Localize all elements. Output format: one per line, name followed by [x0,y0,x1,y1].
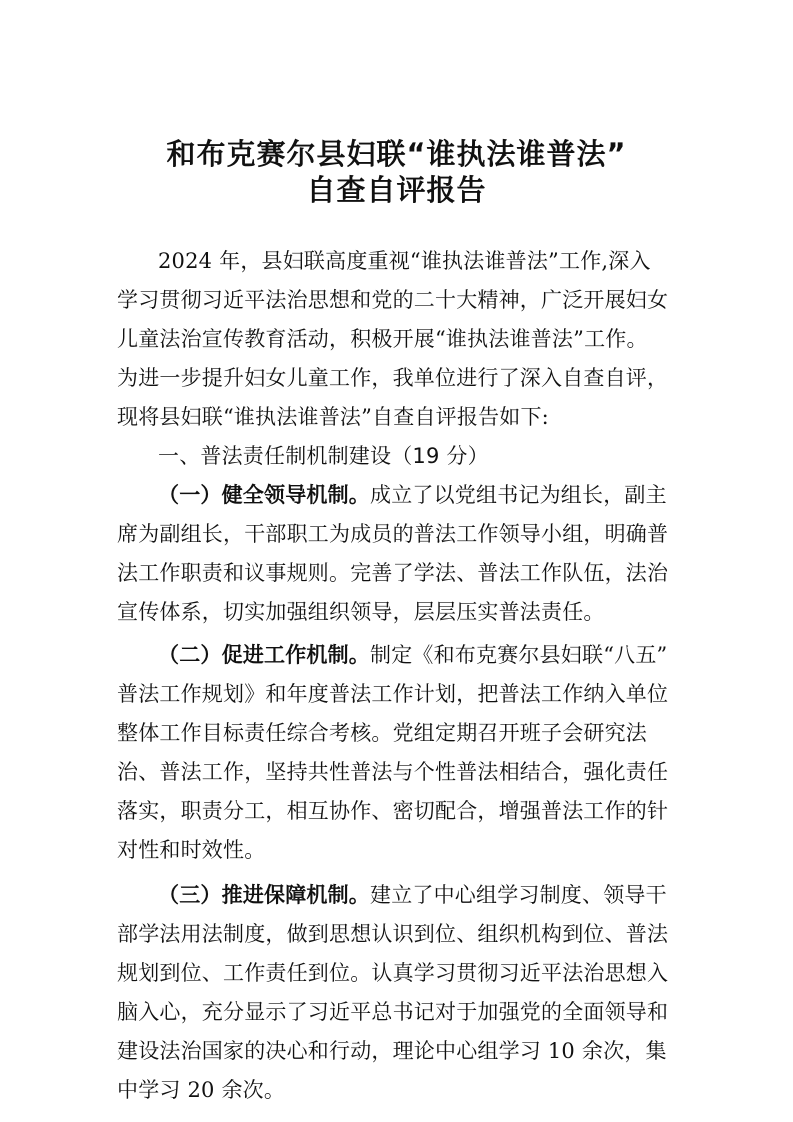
intro-line: 2024 年，县妇联高度重视“谁执法谁普法”工作,深入 [158,249,651,273]
item2-line: 普法工作规划》和年度普法工作计划，把普法工作纳入单位 [117,682,669,706]
item3-line: 部学法用法制度，做到思想认识到位、组织机构到位、普法 [117,922,669,946]
item3-line: 脑入心，充分显示了习近平总书记对于加强党的全面领导和 [117,1000,669,1024]
item2-line: 落实，职责分工，相互协作、密切配合，增强普法工作的针 [117,799,669,823]
item2-lead: （二）促进工作机制。 [158,643,370,667]
item3-first-line [158,880,667,910]
item3-line: 建设法治国家的决心和行动，理论中心组学习 10 余次，集 [117,1039,667,1063]
item1-first-line-rest: 成立了以党组书记为组长，副主 [370,483,667,507]
item3-lead: （三）推进保障机制。 [158,883,370,907]
item3-line: 规划到位、工作责任到位。认真学习贯彻习近平法治思想入 [117,961,669,985]
item2-line: 对性和时效性。 [117,838,266,862]
intro-line: 现将县妇联“谁执法谁普法”自查自评报告如下: [117,405,549,429]
item1-first-line [158,480,667,510]
section-heading: 一、普法责任制机制建设（19 分） [158,444,489,468]
item1-line: 宣传体系，切实加强组织领导，层层压实普法责任。 [117,600,605,624]
item2-first-line-rest: 制定《和布克赛尔县妇联“八五” [370,643,668,667]
intro-line: 学习贯彻习近平法治思想和党的二十大精神，广泛开展妇女 [117,288,669,312]
item2-first-line [158,640,667,670]
item1-lead: （一）健全领导机制。 [158,483,370,507]
item3-line: 中学习 20 余次。 [117,1078,286,1102]
document-title-line1: 和布克赛尔县妇联“谁执法谁普法” [166,137,627,171]
intro-line: 儿童法治宣传教育活动，积极开展“谁执法谁普法”工作。 [117,327,648,351]
intro-line: 为进一步提升妇女儿童工作，我单位进行了深入自查自评， [117,366,669,390]
item1-line: 法工作职责和议事规则。完善了学法、普法工作队伍，法治 [117,561,669,585]
item2-line: 治、普法工作，坚持共性普法与个性普法相结合，强化责任 [117,760,669,784]
item3-first-line-rest: 建立了中心组学习制度、领导干 [370,883,667,907]
document-title-line2: 自查自评报告 [306,173,487,207]
item1-line: 席为副组长，干部职工为成员的普法工作领导小组，明确普 [117,522,669,546]
item2-line: 整体工作目标责任综合考核。党组定期召开班子会研究法 [117,721,647,745]
